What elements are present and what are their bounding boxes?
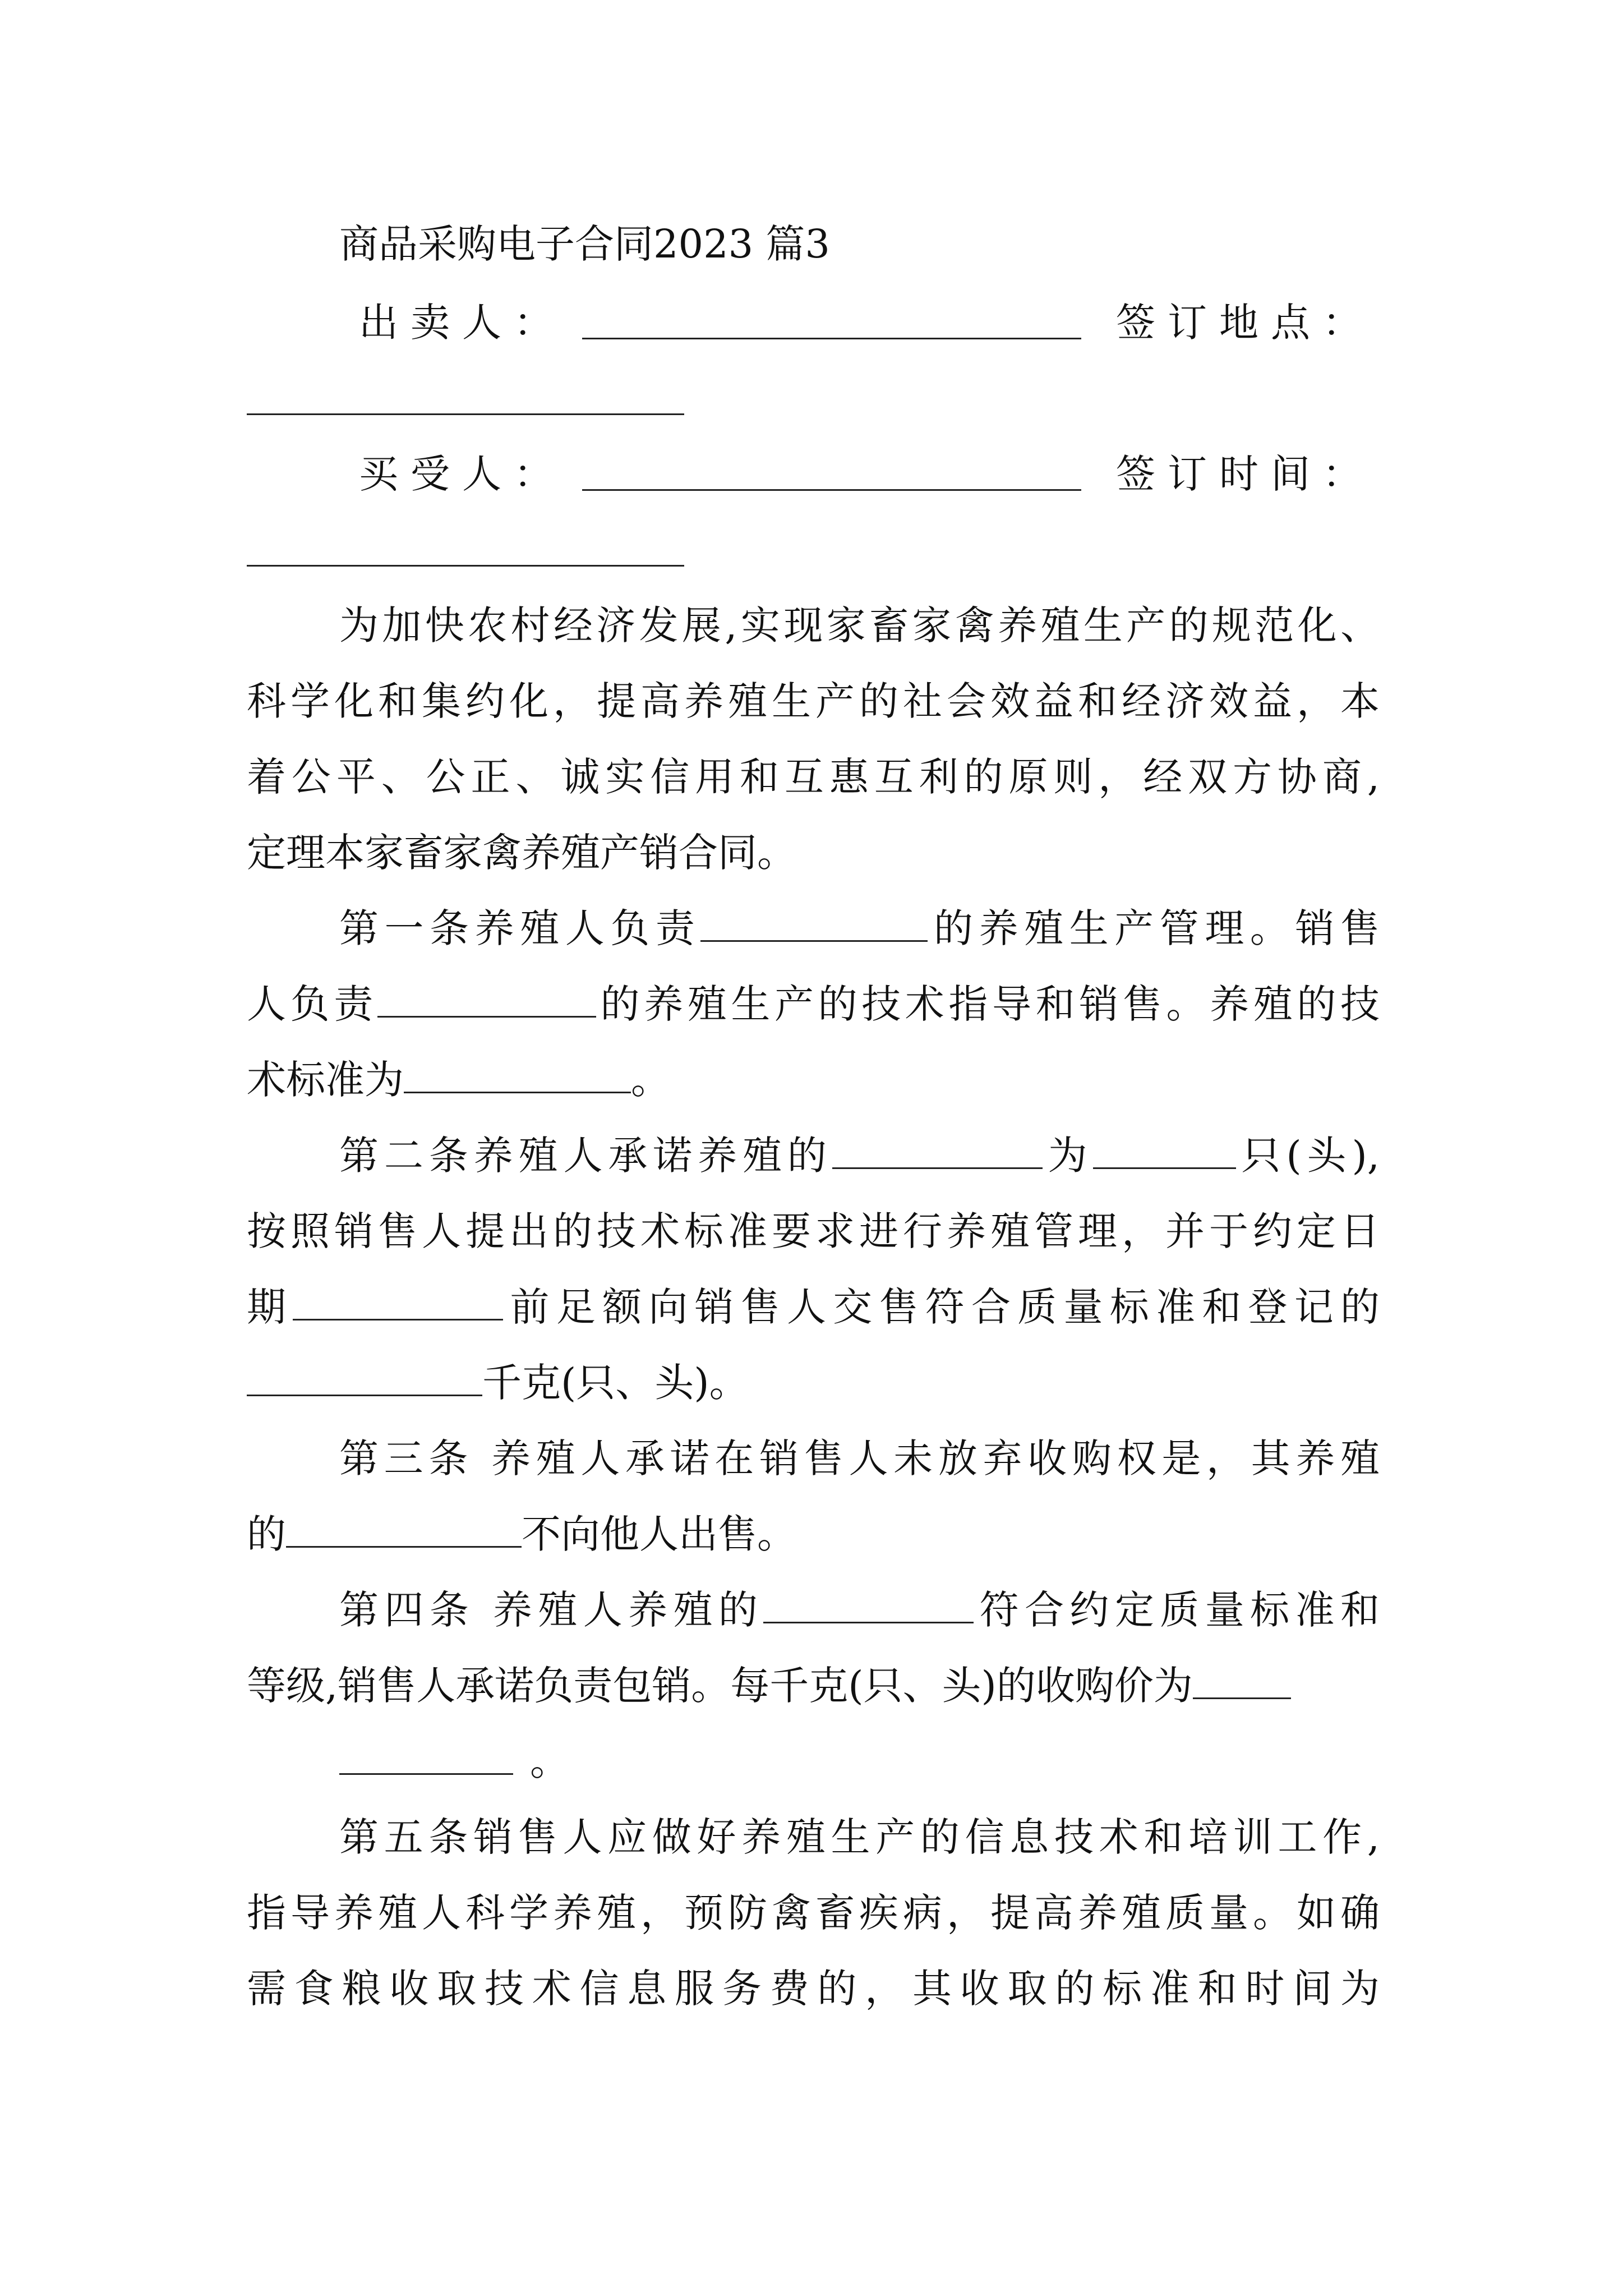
article-1-text-d: 的养殖生产的技术指导和销售。养殖的技 [596,981,1380,1027]
seller-blank [582,338,1081,339]
document-title: 商品采购电子合同2023 篇3 [339,221,830,267]
article-2-line-4 [247,1355,749,1411]
article-1-text-c: 人负责 [247,981,377,1027]
article-4-text-a: 第四条 养殖人养殖的 [339,1587,764,1633]
article-5-line-2: 指导养殖人科学养殖，预防禽畜疾病，提高养殖质量。如确 [247,1890,1380,1936]
article-4-text-c: 等级,销售人承诺负责包销。每千克(只、头)的收购价为 [247,1663,1193,1709]
article-4-text-d: 。 [530,1738,569,1784]
article-2-text-a: 第二条养殖人承诺养殖的 [339,1133,832,1179]
article-2-text-f: 千克(只、头)。 [482,1360,749,1406]
buyer-label: 买受人： [359,451,565,497]
article-2-blank-2 [1093,1133,1236,1169]
article-2-blank-4 [247,1360,482,1396]
article-2-line-3 [247,1279,1380,1335]
article-2-blank-3 [293,1284,503,1320]
place-blank [247,413,684,415]
article-5-line-3: 需食粮收取技术信息服务费的，其收取的标准和时间为 [247,1966,1380,2012]
article-2-text-d: 期 [247,1284,293,1330]
article-1-text-e: 术标准为 [247,1057,404,1103]
article-2-blank-1 [832,1133,1043,1169]
article-4-blank-3 [339,1738,513,1775]
article-4-line-1 [339,1582,1380,1638]
place-label: 签订地点： [1116,300,1374,346]
article-3-line-1: 第三条 养殖人承诺在销售人未放弃收购权是，其养殖 [339,1435,1380,1481]
article-2-line-1 [339,1128,1380,1184]
article-4-line-2 [247,1658,1291,1714]
article-3-text-b: 不向他人出售。 [522,1511,796,1557]
time-blank [247,565,684,567]
article-4-blank-2 [1193,1663,1291,1699]
intro-line-3: 着公平、公正、诚实信用和互惠互利的原则，经双方协商, [247,754,1380,800]
intro-line-2: 科学化和集约化，提高养殖生产的社会效益和经济效益，本 [247,678,1380,724]
article-1-blank-2 [377,981,596,1018]
article-1-text-b: 的养殖生产管理。销售 [928,905,1380,951]
article-2-line-2: 按照销售人提出的技术标准要求进行养殖管理，并于约定日 [247,1208,1380,1254]
intro-line-1: 为加快农村经济发展,实现家畜家禽养殖生产的规范化、 [339,602,1380,648]
article-3-line-2 [247,1506,796,1562]
article-4-line-3 [339,1733,569,1789]
article-3-text-a: 的 [247,1511,286,1557]
article-1-line-3 [247,1052,670,1108]
article-1-blank-1 [700,905,928,942]
seller-label: 出卖人： [359,300,565,346]
article-1-blank-3 [404,1057,631,1093]
article-4-blank-1 [763,1587,974,1623]
buyer-blank [582,489,1081,491]
time-label: 签订时间： [1116,451,1374,497]
article-4-text-b: 符合约定质量标准和 [974,1587,1380,1633]
article-2-text-b: 为 [1042,1133,1093,1179]
intro-line-4: 定理本家畜家禽养殖产销合同。 [247,830,796,876]
article-5-line-1: 第五条销售人应做好养殖生产的信息技术和培训工作, [339,1814,1380,1860]
article-1-text-a: 第一条养殖人负责 [339,905,701,951]
article-1-line-1 [339,900,1380,956]
article-3-blank-1 [286,1511,522,1548]
article-2-text-e: 前足额向销售人交售符合质量标准和登记的 [503,1284,1380,1330]
article-1-line-2 [247,976,1380,1032]
article-2-text-c: 只(头), [1235,1133,1380,1179]
article-1-text-f: 。 [631,1057,670,1103]
